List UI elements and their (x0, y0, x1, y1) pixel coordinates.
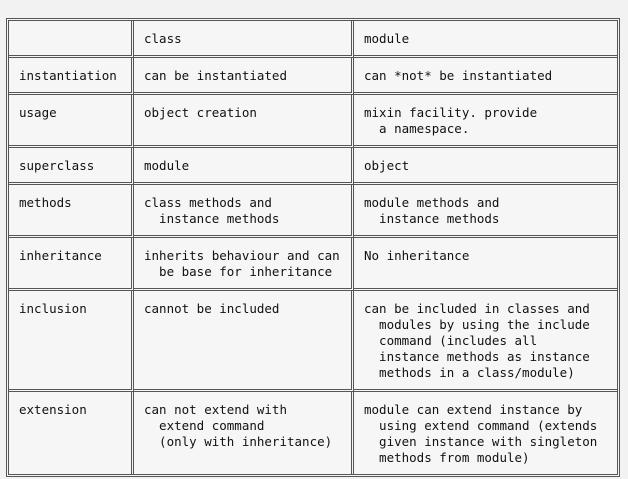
class-cell: cannot be included (134, 291, 354, 392)
table-row (9, 291, 617, 392)
class-cell: object creation (134, 95, 354, 148)
class-cell: can not extend with extend command (only with inheritance) (134, 392, 354, 474)
row-label: inheritance (9, 238, 134, 291)
row-label: inclusion (9, 291, 134, 392)
class-cell: inherits behaviour and can be base for inheritance (134, 238, 354, 291)
header-cell-module: module (354, 21, 617, 58)
table-row (9, 392, 617, 474)
table-header-row (9, 21, 617, 58)
module-cell: can be included in classes and modules by using the include command (includes all instance methods as instance methods in a class/module) (354, 291, 617, 392)
module-cell: can *not* be instantiated (354, 58, 617, 95)
row-label: methods (9, 185, 134, 238)
row-label: superclass (9, 148, 134, 185)
class-cell: can be instantiated (134, 58, 354, 95)
row-label: instantiation (9, 58, 134, 95)
table-row (9, 58, 617, 95)
module-cell: module methods and instance methods (354, 185, 617, 238)
module-cell: mixin facility. provide a namespace. (354, 95, 617, 148)
row-label: usage (9, 95, 134, 148)
table-row (9, 95, 617, 148)
row-label: extension (9, 392, 134, 474)
header-cell-empty (9, 21, 134, 58)
class-cell: module (134, 148, 354, 185)
table-row (9, 238, 617, 291)
table-row (9, 185, 617, 238)
comparison-table-container (6, 18, 620, 477)
header-cell-class: class (134, 21, 354, 58)
class-vs-module-table (6, 18, 620, 477)
module-cell: module can extend instance by using extend command (extends given instance with singleton methods from module) (364, 402, 598, 465)
table-row (9, 148, 617, 185)
class-cell: class methods and instance methods (134, 185, 354, 238)
module-cell: No inheritance (354, 238, 617, 291)
module-cell: object (354, 148, 617, 185)
